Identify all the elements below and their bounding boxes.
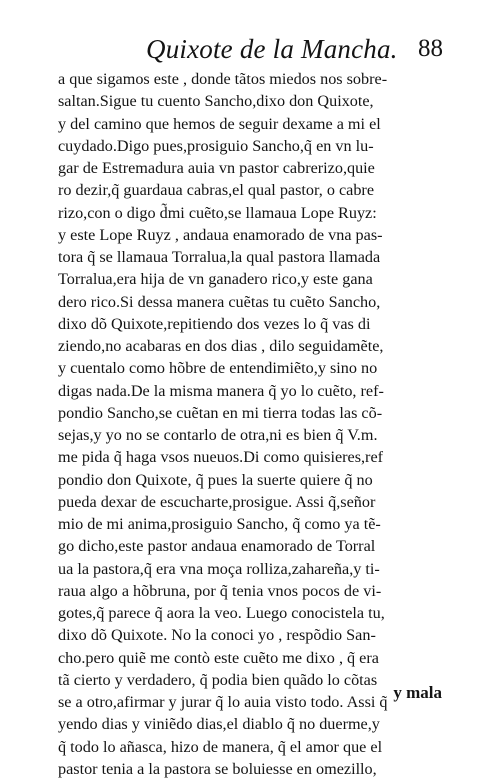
text-line: dixo dõ Quixote,repitiendo dos vezes lo q̃ vas di [58,314,371,333]
text-line: gotes,q̃ parece q̃ aora la veo. Luego conocistela tu, [58,604,385,622]
running-title: Quixote de la Mancha. [146,34,398,64]
text-line: mio de mi anima,prosiguio Sancho, q̃ como ya tẽ- [58,515,381,533]
text-line: pondio Sancho,se cuẽtan en mi tierra todas las cõ- [58,403,383,422]
text-line: digas nada.De la misma manera q̃ yo lo cuẽto, ref- [58,381,384,400]
text-line: raua algo a hõbruna, por q̃ tenia vnos pocos de vi- [58,581,382,600]
text-line: ro dezir,q̃ guardaua cabras,el qual pastor, o cabre [58,181,375,200]
catchword: y mala [393,683,442,702]
text-line: me pida q̃ haga vsos nueuos.Di como quisieres,ref [58,448,384,467]
text-line: go dicho,este pastor andaua enamorado de Torral [58,537,376,556]
text-line: ziendo,no acabaras en dos dias , dilo seguidamẽte, [58,337,384,355]
text-line: ua la pastora,q̃ era vna moça rolliza,zahareña,y ti- [58,559,380,578]
text-line: cho.pero quiẽ me contò este cuẽto me dixo , q̃ era [58,648,379,667]
text-line: dero rico.Si dessa manera cuẽtas tu cuẽto Sancho, [58,292,381,311]
text-line: saltan.Sigue tu cuento Sancho,dixo don Quixote, [58,92,374,111]
text-line: y cuentalo como hõbre de entendimiẽto,y sino no [58,359,378,378]
text-line: a que sigamos este , donde tãtos miedos nos sobre- [58,70,388,88]
text-line: tã cierto y verdadero, q̃ podia bien quãdo lo cõtas [58,670,378,689]
text-line: q̃ todo lo añasca, hizo de manera, q̃ el amor que el [58,737,383,756]
body-text [58,68,446,780]
text-line: y este Lope Ruyz , andaua enamorado de vna pas- [58,225,383,244]
text-line: gar de Estremadura auia vn pastor cabrerizo,quie [58,159,375,177]
text-line: dixo dõ Quixote. No la conoci yo , respõdio San- [58,626,376,645]
text-line: yendo dias y viniẽdo dias,el diablo q̃ no duerme,y [58,715,380,734]
text-line: cuydado.Digo pues,prosiguio Sancho,q̃ en vn lu- [58,136,374,155]
folio-number: 88 [418,35,443,62]
page-header [58,32,443,68]
text-line: tora q̃ se llamaua Torralua,la qual pastora llamada [58,248,381,266]
text-line: se a otro,afirmar y jurar q̃ lo auia visto todo. Assi q̃ [58,693,388,711]
text-line: pueda dexar de escucharte,prosigue. Assi q̃,señor [58,492,376,511]
text-line: pondio don Quixote, q̃ pues la suerte quiere q̃ no [58,470,373,489]
text-line: sejas,y yo no se contarlo de otra,ni es bien q̃ V.m. [58,426,378,444]
text-line: rizo,con o digo d̃mi cuẽto,se llamaua Lope Ruyz: [58,203,377,222]
text-line: y del camino que hemos de seguir dexame a mi el [58,114,381,133]
text-line: Torralua,era hija de vn ganadero rico,y este gana [58,270,373,289]
text-line: pastor tenia a la pastora se boluiesse en omezillo, [58,759,377,778]
